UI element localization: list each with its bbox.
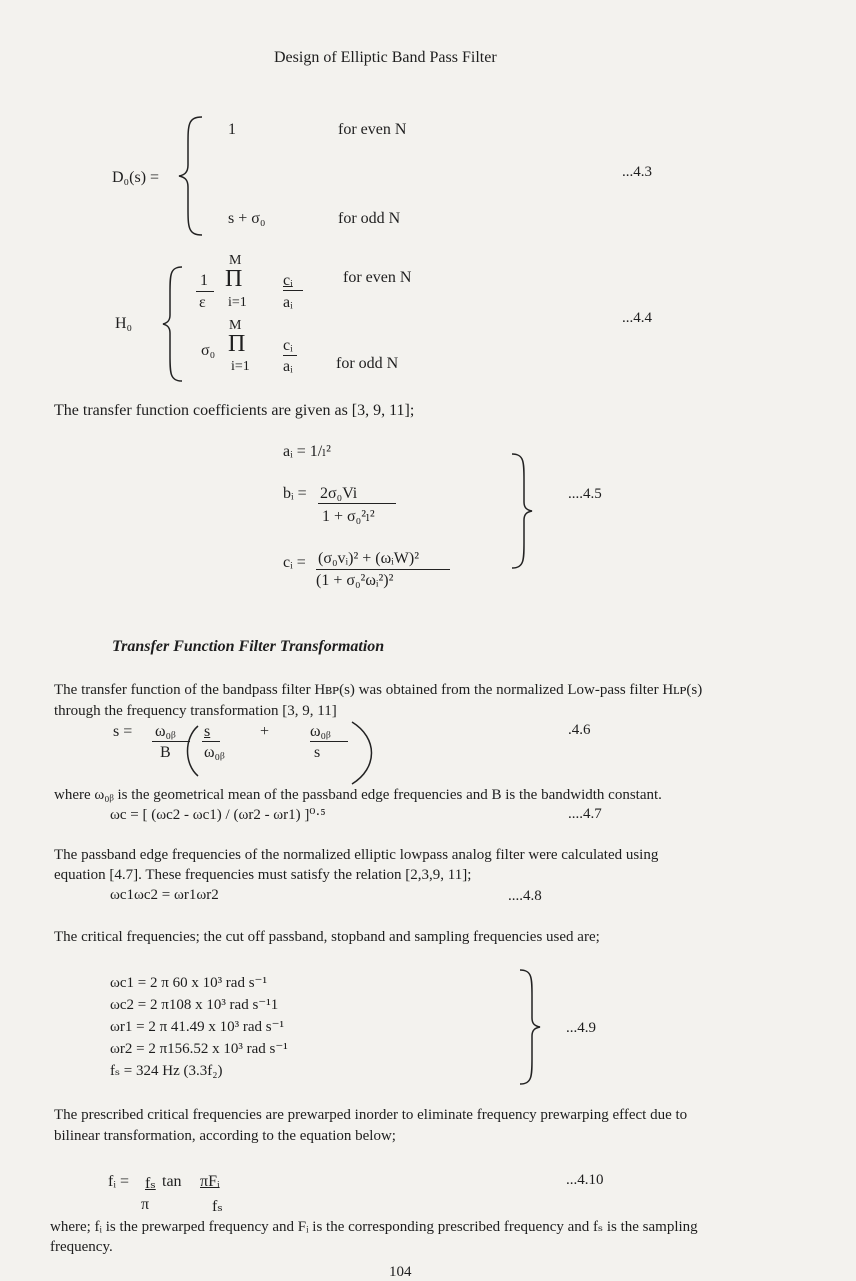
paragraph-6-line-2: bilinear transformation, according to the equation below; (54, 1128, 396, 1144)
eq49-number: ...4.9 (566, 1020, 596, 1036)
eq43-row1-cond: for even N (338, 121, 407, 138)
eq44-even-idx: i=1 (228, 295, 247, 310)
eq46-s: s = (113, 723, 133, 740)
eq45-c-den: (1 + σ₀²ωᵢ²)² (316, 572, 394, 589)
eq44-even-num: 1 (200, 272, 208, 289)
eq46-frac1-den: ω₀ᵦ (204, 744, 225, 761)
eq46-plus: + (260, 723, 270, 740)
eq43-row2-cond: for odd N (338, 210, 401, 227)
eq44-odd-pi: Π (228, 331, 246, 357)
right-brace-4-9 (516, 968, 544, 1086)
eq43-lhs: D₀(s) = (112, 169, 160, 186)
eq44-even-cond: for even N (343, 269, 412, 286)
eq44-odd-a: aᵢ (283, 358, 293, 375)
right-brace-4-5 (508, 452, 536, 570)
eq46-number: .4.6 (568, 722, 591, 738)
eq45-c-num: (σ₀vᵢ)² + (ωᵢW)² (318, 550, 419, 567)
eq44-lhs: H₀ (115, 315, 133, 332)
eq47-text: ωc = [ (ωc2 - ωc1) / (ωr2 - ωr1) ]⁰·⁵ (110, 807, 326, 823)
paragraph-1: The transfer function coefficients are given as [3, 9, 11]; (54, 402, 415, 419)
eq43-number: ...4.3 (622, 164, 652, 180)
paragraph-4-line-1: The passband edge frequencies of the normalized elliptic lowpass analog filter were calculated using (54, 847, 659, 863)
paragraph-2-line-2: through the frequency transformation [3, 9, 11] (54, 703, 337, 719)
eq43-row2-expr: s + σ₀ (228, 210, 266, 227)
eq45-c-lhs: cᵢ = (283, 554, 306, 571)
eq45-b-den: 1 + σ₀²ₗ² (322, 508, 375, 525)
paragraph-7-line-2: frequency. (50, 1239, 113, 1255)
eq410-piF: πFᵢ (200, 1173, 220, 1190)
eq43-row1-expr: 1 (228, 121, 236, 138)
eq44-odd-c: cᵢ (283, 337, 293, 354)
left-brace-4-4 (160, 265, 186, 383)
eq44-odd-cond: for odd N (336, 355, 399, 372)
eq49-line-5: fₛ = 324 Hz (3.3f₂) (110, 1063, 223, 1079)
eq44-odd-M: M (229, 318, 242, 333)
page-number: 104 (389, 1264, 412, 1280)
eq49-line-1: ωc1 = 2 π 60 x 10³ rad s⁻¹ (110, 975, 267, 991)
eq46-frac1-num: s (204, 723, 211, 740)
eq45-a: aᵢ = 1/ₗ² (283, 443, 331, 460)
paragraph-6-line-1: The prescribed critical frequencies are prewarped inorder to eliminate frequency prewarping effect due to (54, 1107, 688, 1123)
eq410-fs2: fₛ (212, 1198, 223, 1215)
eq410-lhs: fᵢ = (108, 1173, 129, 1190)
eq46-B: B (160, 744, 171, 761)
eq44-even-a: aᵢ (283, 294, 293, 311)
eq45-number: ....4.5 (568, 486, 602, 502)
eq49-line-3: ωr1 = 2 π 41.49 x 10³ rad s⁻¹ (110, 1019, 285, 1035)
eq410-number: ...4.10 (566, 1172, 604, 1188)
eq44-number: ...4.4 (622, 310, 652, 326)
eq410-tan: tan (162, 1173, 182, 1190)
paragraph-5: The critical frequencies; the cut off passband, stopband and sampling frequencies used are; (54, 929, 600, 945)
eq46-left-paren (180, 724, 200, 778)
eq49-line-2: ωc2 = 2 π108 x 10³ rad s⁻¹1 (110, 997, 279, 1013)
eq48-number: ....4.8 (508, 888, 542, 904)
paragraph-7-line-1: where; fᵢ is the prewarped frequency and Fᵢ is the corresponding prescribed frequency and fₛ is the sampling (50, 1219, 698, 1235)
eq46-right-paren (348, 720, 378, 786)
eq46-frac2-den: s (314, 744, 321, 761)
header-title: Design of Elliptic Band Pass Filter (274, 49, 497, 66)
eq44-even-pi: Π (225, 266, 243, 292)
eq44-even-M: M (229, 253, 242, 268)
eq44-even-c: cᵢ (283, 272, 293, 289)
eq44-odd-idx: i=1 (231, 359, 250, 374)
paragraph-2-line-1: The transfer function of the bandpass filter Hʙᴘ(s) was obtained from the normalized Low-pass filter Hʟᴘ(s) (54, 682, 703, 698)
paragraph-4-line-2: equation [4.7]. These frequencies must satisfy the relation [2,3,9, 11]; (54, 867, 472, 883)
eq46-w1: ω₀ᵦ (155, 723, 176, 740)
eq45-b-lhs: bᵢ = (283, 485, 307, 502)
eq410-pi: π (141, 1196, 150, 1213)
eq45-b-num: 2σ₀Vi (320, 485, 358, 502)
eq47-number: ....4.7 (568, 806, 602, 822)
eq44-even-den: ε (199, 294, 206, 311)
section-title: Transfer Function Filter Transformation (112, 638, 385, 655)
left-brace-4-3 (176, 115, 206, 237)
eq48-text: ωc1ωc2 = ωr1ωr2 (110, 887, 219, 903)
eq46-frac2-num: ω₀ᵦ (310, 723, 331, 740)
eq44-odd-sigma: σ₀ (201, 342, 216, 359)
paragraph-3: where ω₀ᵦ is the geometrical mean of the passband edge frequencies and B is the bandwidth constant. (54, 787, 662, 803)
eq410-fs: fₛ (145, 1175, 156, 1192)
eq49-line-4: ωr2 = 2 π156.52 x 10³ rad s⁻¹ (110, 1041, 288, 1057)
